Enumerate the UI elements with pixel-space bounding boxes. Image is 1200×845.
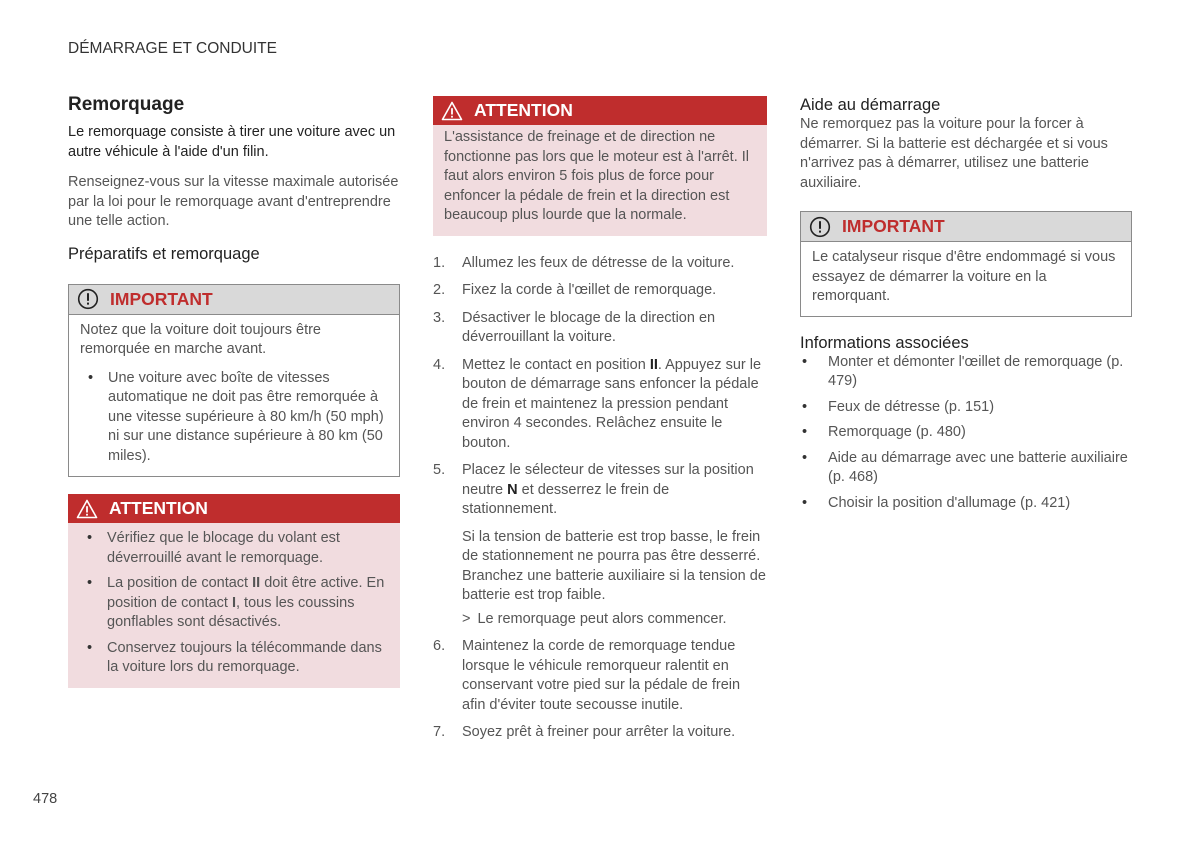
page-number: 478 — [33, 791, 58, 807]
step-item: 7. Soyez prêt à freiner pour arrêter la voiture. — [433, 724, 736, 740]
important-bullets — [80, 369, 388, 467]
step-item: 1. Allumez les feux de détresse de la voiture. — [433, 254, 735, 271]
related-link[interactable]: • Choisir la position d'allumage (p. 421) — [800, 494, 1132, 514]
attention-label: ATTENTION — [474, 100, 573, 120]
related-link[interactable]: • Aide au démarrage avec une batterie auxiliaire (p. 468) — [800, 449, 1132, 488]
exclamation-circle-icon — [77, 288, 99, 310]
list-item: • La position de contact II doit être active. En position de contact I, tous les coussins gonflables sont désactivés. — [79, 574, 389, 633]
list-item: • Conservez toujours la télécommande dans la voiture lors du remorquage. — [79, 639, 389, 678]
important-notice — [800, 211, 1132, 317]
important-label: IMPORTANT — [842, 216, 945, 236]
important-header — [801, 212, 1131, 242]
important-content — [801, 242, 1131, 316]
step-item: 3. Désactiver le blocage de la direction en déverrouillant la voiture. — [433, 309, 716, 345]
step-note: Si la tension de batterie est trop basse, le frein de stationnement ne pourra pas être desserré. Branchez une batterie auxiliaire si la tension de batterie est trop faible. — [462, 528, 766, 603]
step-item: 6. Maintenez la corde de remorquage tendue lorsque le véhicule remorqueur ralentit en conservant votre pied sur la pédale de frein afin d'éviter toute secousse inutile. — [433, 638, 741, 713]
running-header: DÉMARRAGE ET CONDUITE — [68, 40, 277, 57]
related-link[interactable]: • Remorquage (p. 480) — [800, 423, 1132, 443]
list-item: • Une voiture avec boîte de vitesses automatique ne doit pas être remorquée à une vitesse supérieure à 80 km/h (50 mph) ni sur une distance supérieure à 80 km (50 miles). — [80, 369, 388, 467]
jump-start-paragraph: Ne remorquez pas la voiture pour la forcer à démarrer. Si la batterie est déchargée et si vous n'arrivez pas à démarrer, utilisez une batterie auxiliaire. — [800, 116, 1108, 191]
step-item: 5. Placez le sélecteur de vitesses sur la position neutre N et desserrez le frein de stationnement. Si la tension de batterie est trop basse, le frein de stationnement ne pourra pas être desserré. Branchez une batterie auxiliaire si la tension de batterie est trop faible. > Le remorquage peut alors commencer. — [433, 461, 767, 629]
towing-steps — [433, 254, 767, 743]
important-label: IMPORTANT — [110, 288, 213, 309]
related-title: Informations associées — [800, 333, 969, 352]
related-links — [800, 353, 1132, 514]
important-notice — [68, 284, 400, 478]
important-text: Le catalyseur risque d'être endommagé si vous essayez de démarrer la voiture en la remorquant. — [812, 249, 1116, 304]
speed-paragraph: Renseignez-vous sur la vitesse maximale autorisée par la loi pour le remorquage avant d'entreprendre une telle action. — [68, 174, 399, 229]
step-item: 2. Fixez la corde à l'œillet de remorquage. — [433, 282, 717, 298]
step-item: 4. Mettez le contact en position II. Appuyez sur le bouton de démarrage sans enfoncer la pédale de frein et maintenez la pression pendant environ 4 secondes. Relâchez ensuite le bouton. — [433, 356, 762, 451]
attention-label: ATTENTION — [109, 498, 208, 518]
attention-content — [68, 523, 400, 688]
column-middle — [433, 96, 767, 751]
important-text: Notez que la voiture doit toujours être remorquée en marche avant. — [80, 321, 321, 357]
intro-paragraph: Le remorquage consiste à tirer une voiture avec un autre véhicule à l'aide d'un filin. — [68, 124, 396, 160]
column-right — [800, 92, 1132, 519]
attention-notice — [433, 96, 767, 236]
warning-triangle-icon — [441, 100, 463, 122]
warning-triangle-icon — [76, 498, 98, 520]
subsection-title: Aide au démarrage — [800, 96, 941, 114]
attention-content — [433, 125, 767, 236]
important-content — [69, 315, 399, 477]
column-left — [68, 92, 400, 688]
step-result: > Le remorquage peut alors commencer. — [462, 610, 727, 627]
related-link[interactable]: • Monter et démonter l'œillet de remorquage (p. 479) — [800, 353, 1132, 392]
attention-header — [68, 494, 400, 523]
section-title: Remorquage — [68, 94, 185, 115]
related-link[interactable]: • Feux de détresse (p. 151) — [800, 398, 1132, 418]
attention-text: L'assistance de freinage et de direction ne fonctionne pas lors que le moteur est à l'arrêt. Il faut alors environ 5 fois plus de force pour enfoncer la pédale de frein et la direction est beaucoup plus lourde que la normale. — [444, 129, 750, 223]
attention-header — [433, 96, 767, 125]
list-item: • Vérifiez que le blocage du volant est déverrouillé avant le remorquage. — [79, 529, 389, 568]
subsection-title: Préparatifs et remorquage — [68, 244, 260, 263]
attention-notice — [68, 494, 400, 688]
important-header — [69, 285, 399, 315]
attention-bullets — [79, 529, 389, 678]
exclamation-circle-icon — [809, 216, 831, 238]
